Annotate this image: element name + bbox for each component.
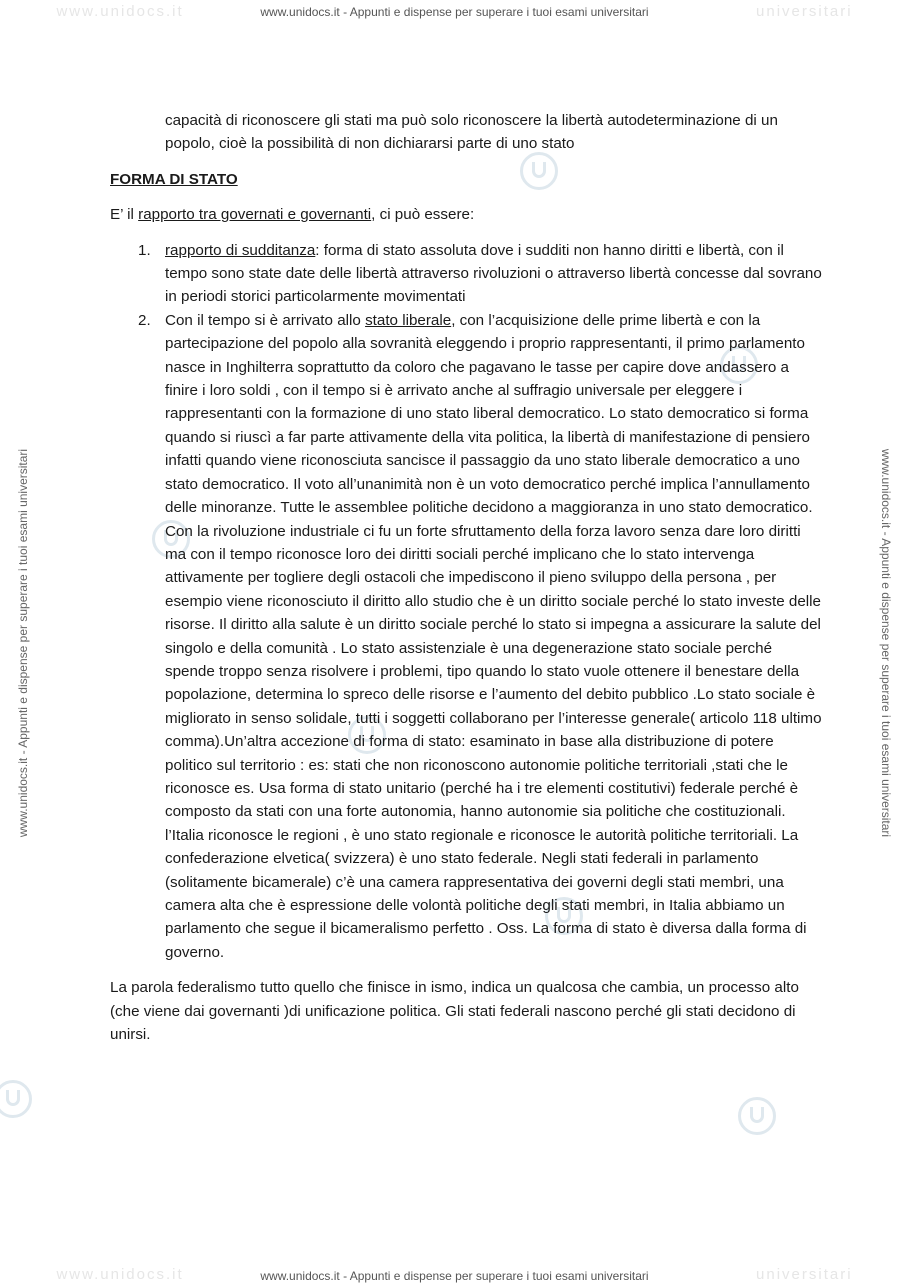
faint-watermark-right-text: universitari <box>756 1266 853 1283</box>
list-item-text-before: Con il tempo si è arrivato allo <box>165 311 366 329</box>
intro-paragraph <box>110 203 825 226</box>
closing-paragraph: La parola federalismo tutto quello che finisce in ismo, indica un qualcosa che cambia, un processo alto (che viene dai governanti )di unificazione politica. Gli stati federali nascono perché gli stati decidono di unirsi. <box>110 979 799 1044</box>
faint-watermark-right-text: universitari <box>756 3 853 20</box>
list-item-number: 1. <box>138 241 151 259</box>
left-side-watermark: www.unidocs.it - Appunti e dispense per superare i tuoi esami universitari <box>16 448 30 838</box>
list-item <box>110 309 825 964</box>
list-item-text-after: , con l’acquisizione delle prime libertà e con la partecipazione del popolo alla sovranità eleggendo i proprio rappresentanti, il primo parlamento nasce in Inghilterra soprattutto da coloro che pagavano le tasse per capire dove andassero a finire i loro soldi , con il tempo si è arrivato anche al suffragio universale per eleggere i rappresentanti con la formazione di uno stato liberal democratico. Lo stato democratico si forma quando si riuscì a far parte attivamente della vita politica, la libertà di manifestazione di pensiero infatti quando viene riconosciuta sancisce il passaggio da uno stato liberale democratico a uno stato democratico. Il voto all’unanimità non è un voto democratico perché implica l’annullamento delle minoranze. Tutte le assemblee politiche decidono a maggioranza in uno stato democratico. Con la rivoluzione industriale ci fu un forte sfruttamento della forza lavoro senza dare loro diritti ma con il tempo riconosce loro dei diritti sociali perché implicano che lo stato intervenga attivamente per togliere degli ostacoli che impediscono il pieno sviluppo della persona , per esempio viene riconosciuto il diritto allo studio che è un diritto sociale perché lo stato investe delle risorse. Il diritto alla salute è un diritto sociale perché lo stato si impegna a assicurare la salute del singolo e della comunità . Lo stato assistenziale è una degenerazione stato sociale perché spende troppo senza risolvere i problemi, tipo quando lo stato vuole ottenere il benestare della popolazione, determina lo spreco delle risorse e l’aumento del debito pubblico .Lo stato sociale è migliorato in senso solidale, tutti i soggetti collaborano per l’interesse generale( articolo 118 ultimo comma).Un’altra accezione di forma di stato: esaminato in base alla distribuzione di potere politico sul territorio : es: stati che non riconoscono autonomie politiche territoriali ,stati che le riconosce es. Usa forma di stato unitario (perché ha i tre elementi costitutivi) federale perché è composto da stati con una forte autonomia, hanno autonomie sia politiche che costituzionali. l’Italia riconosce le regioni , è uno stato regionale e riconosce le autorità politiche territoriali. La confederazione elvetica( svizzera) è uno stato federale. Negli stati federali in parlamento (solitamente bicamerale) c’è una camera rappresentativa dei governi degli stati membri, una camera alta che è espressione delle volontà politiche degli stati membri, in Italia abbiamo un parlamento che segue il bicameralismo perfetto . Oss. La forma di stato è diversa dalla forma di governo. <box>165 311 822 961</box>
continuation-paragraph: capacità di riconoscere gli stati ma può solo riconoscere la libertà autodeterminazione di un popolo, cioè la possibilità di non dichiararsi parte di uno stato <box>165 112 778 153</box>
list-item-underlined-term: stato liberale <box>365 311 452 329</box>
list-item-number: 2. <box>138 311 151 329</box>
unidocs-logo-icon <box>738 1097 776 1135</box>
intro-text-after: , ci può essere: <box>371 206 475 224</box>
forms-of-state-list <box>110 239 825 965</box>
faint-watermark-left-text: www.unidocs.it <box>56 1266 184 1283</box>
right-side-watermark: www.unidocs.it - Appunti e dispense per superare i tuoi esami universitari <box>879 448 893 838</box>
page-footer-watermark: www.unidocs.it - Appunti e dispense per superare i tuoi esami universitari <box>260 1269 649 1283</box>
page-header-watermark: www.unidocs.it - Appunti e dispense per superare i tuoi esami universitari <box>260 5 649 19</box>
list-item <box>110 239 825 309</box>
list-item-underlined-term: rapporto di sudditanza <box>165 241 316 259</box>
section-heading: FORMA DI STATO <box>110 170 238 188</box>
document-body <box>110 109 825 1046</box>
intro-underlined-term: rapporto tra governati e governanti <box>138 206 372 224</box>
intro-text-before: E’ il <box>110 206 139 224</box>
list-item-text-after: : forma di stato assoluta dove i sudditi non hanno diritti e libertà, con il tempo sono state date delle libertà attraverso rivoluzioni o attraverso libertà concesse dal sovrano in periodi storici particolarmente movimentati <box>165 241 822 306</box>
faint-watermark-left-text: www.unidocs.it <box>56 3 184 20</box>
